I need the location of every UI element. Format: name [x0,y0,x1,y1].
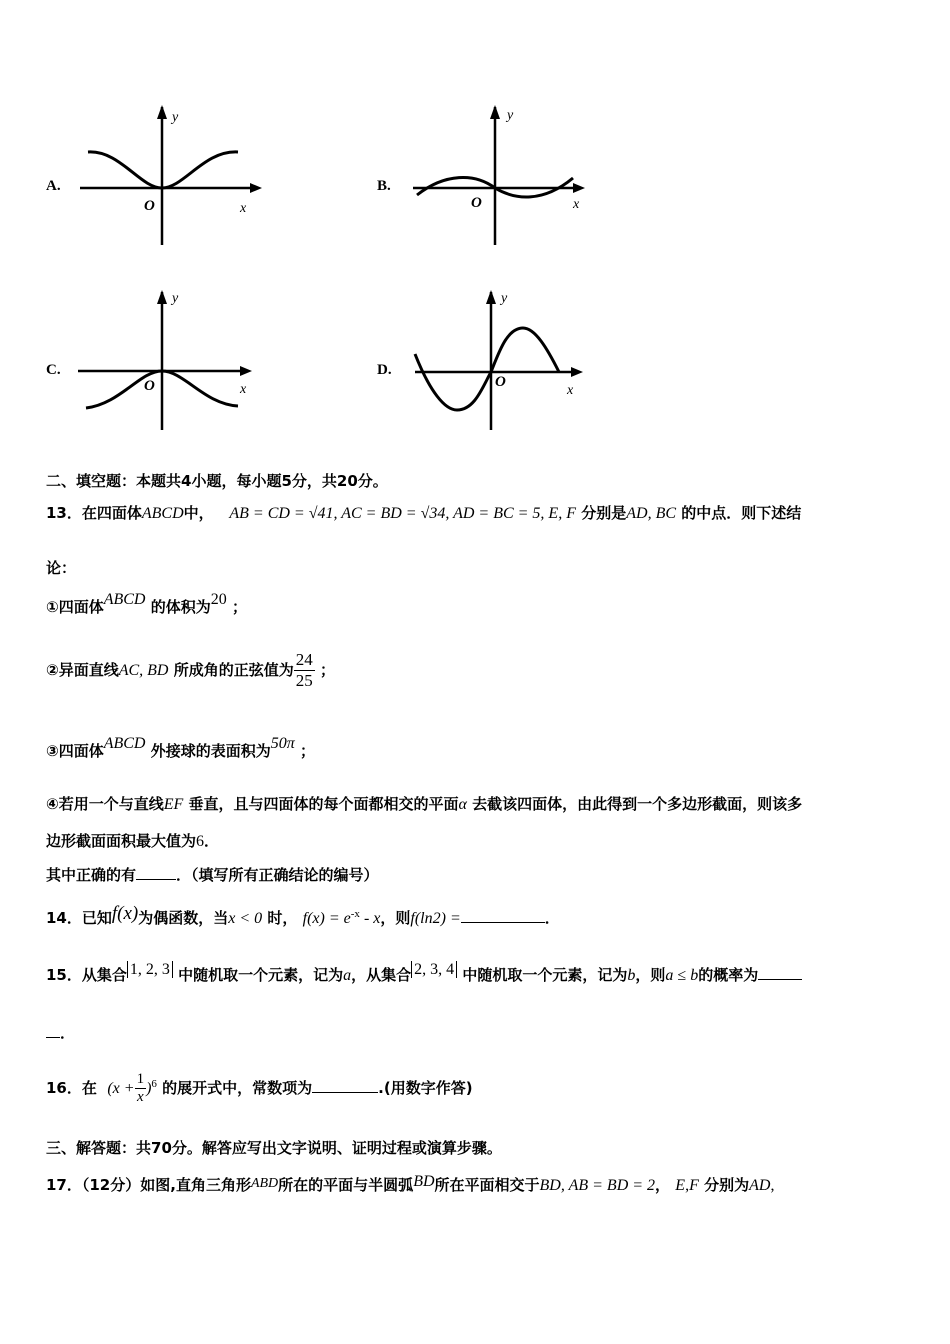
q17-prefix: 17．（12分）如图,直角三角形 [46,1176,251,1194]
s2-lines: AC, BD [118,662,169,679]
s1-tet: ABCD [103,591,146,608]
q17-comma: , [685,1177,690,1194]
origin-label: O [495,374,506,390]
q16-end: .(用数字作答) [378,1079,473,1097]
q15-line [46,961,802,985]
q13-statement-3 [46,735,315,761]
section-3-heading: 三、解答题：共70分。解答应写出文字说明、证明过程或演算步骤。 [46,1139,502,1157]
q16-power: 6 [151,1078,157,1090]
s3-mid: 外接球的表面积为 [150,742,271,760]
q16-numerator: 1 [136,1071,145,1087]
q16-expr-post: ) [146,1080,152,1097]
s1-value: 20 [210,591,227,608]
x-axis-label: x [240,382,247,397]
q16-denominator: x [136,1089,144,1105]
graph-a [60,95,270,255]
q16-line [46,1062,473,1106]
s3-end: ； [299,742,315,760]
q14-def-end: - x [359,910,381,927]
s2-prefix: ②异面直线 [46,661,119,679]
q13-answer-end: ．（填写所有正确结论的编号） [176,866,379,884]
q15-mid1: 中随机取一个元素，记为 [178,966,344,984]
q17-sep: ， [655,1176,671,1194]
section-2-heading: 二、填空题：本题共4小题，每小题5分，共20分。 [46,472,388,490]
option-a-label: A. [46,178,61,194]
q14-shi: 时， [267,909,298,927]
q17-mid2: 所在平面相交于 [434,1176,540,1194]
option-d-label: D. [377,362,392,378]
q17-e: E [675,1177,686,1194]
q15-line-cont [46,1022,75,1043]
q13-fenbie: 分别是 [581,504,627,522]
s1-end: ； [231,598,247,616]
x-axis-label: x [567,383,574,398]
s4-end: 去截该四面体，由此得到一个多边形截面，则该多 [472,795,803,813]
q13-statement-4 [46,793,802,814]
q16-answer-blank[interactable] [312,1092,378,1093]
graph-d [395,282,605,432]
q14-exp: -x [350,908,360,920]
q13-line-1 [46,502,801,523]
q16-expr-pre: (x + [107,1080,135,1097]
q13-conditions: AB = CD = √41, AC = BD = √34, AD = BC = 5, E, F [229,505,576,522]
x-axis-label: x [240,201,247,216]
y-axis-label: y [172,291,179,306]
q13-prefix: 13．在四面体 [46,504,142,522]
origin-label: O [471,195,482,211]
q15-cont: ． [60,1024,76,1042]
q17-ad: AD [749,1177,771,1194]
q13-tetrahedron: ABCD [141,505,184,522]
q14-even: 为偶函数，当 [138,909,229,927]
q17-line [46,1174,774,1195]
q17-arc: BD [413,1173,435,1190]
q15-set1: 1, 2, 3 [127,961,173,978]
q13-midpoints: AD, BC [626,505,677,522]
graph-b [395,95,605,255]
q14-ask: f(ln2) = [410,910,461,927]
y-axis-label: y [507,108,514,123]
s4-alpha: α [458,796,467,813]
s4-prefix: ④若用一个与直线 [46,795,164,813]
q17-triangle: ABD [250,1176,279,1191]
origin-label: O [144,198,155,214]
q16-prefix: 16．在 [46,1079,97,1097]
s2-end: ； [319,661,335,679]
s1-mid: 的体积为 [150,598,211,616]
s3-tet: ABCD [103,735,146,752]
q15-ineq: a ≤ b [665,967,699,984]
s3-value: 50π [270,735,295,752]
option-c-label: C. [46,362,61,378]
q15-answer-blank-cont[interactable] [46,1037,60,1038]
q16-fraction [135,1071,147,1106]
q17-end: , [770,1177,775,1194]
q14-def: f(x) = e [302,910,351,927]
q15-mid3: 中随机取一个元素，记为 [462,966,628,984]
q13-answer-line [46,864,379,885]
q14-prefix: 14．已知 [46,909,112,927]
q17-f: F [689,1177,699,1194]
q13-answer-prefix: 其中正确的有 [46,866,137,884]
y-axis-label: y [501,291,508,306]
q15-end: 的概率为 [698,966,759,984]
q15-a: a [343,967,352,984]
s1-prefix: ①四面体 [46,598,104,616]
graph-c [60,282,270,432]
s4-cont-prefix: 边形截面面积最大值为 [46,832,197,850]
s4-cont-end: ． [204,832,220,850]
q13-line-2: 论： [46,559,77,577]
s4-ef: EF [163,796,184,813]
q13-zhong: 中， [183,504,214,522]
q14-end: ． [544,909,560,927]
q14-ze: ，则 [380,909,411,927]
s4-mid: 垂直，且与四面体的每个面都相交的平面 [188,795,459,813]
s2-numerator: 24 [295,650,313,669]
s2-mid: 所成角的正弦值为 [173,661,294,679]
q16-mid: 的展开式中，常数项为 [162,1079,313,1097]
q15-mid4: ，则 [635,966,666,984]
q15-prefix: 15．从集合 [46,966,127,984]
q17-cond: BD, AB = BD = 2 [539,1177,656,1194]
s4-value: 6 [196,833,205,850]
q17-mid3: 分别为 [704,1176,750,1194]
q17-mid1: 所在的平面与半圆弧 [278,1176,414,1194]
s3-prefix: ③四面体 [46,742,104,760]
s2-denominator: 25 [295,671,313,690]
q14-fx: f(x) [111,903,139,924]
s2-fraction [294,650,315,691]
q15-b: b [627,967,636,984]
option-b-label: B. [377,178,391,194]
q13-statement-2 [46,650,335,691]
q14-cond: x < 0 [228,910,263,927]
x-axis-label: x [573,197,580,212]
q15-mid2: ，从集合 [351,966,412,984]
q13-statement-4-cont [46,830,219,851]
origin-label: O [144,378,155,394]
y-axis-label: y [172,110,179,125]
q14-answer-blank[interactable] [461,922,545,923]
q14-line [46,903,560,929]
q13-suffix: 的中点．则下述结 [681,504,802,522]
q15-set2: 2, 3, 4 [411,961,457,978]
q15-answer-blank[interactable] [758,979,802,980]
q13-answer-blank[interactable] [136,879,176,880]
q13-statement-1 [46,591,247,617]
